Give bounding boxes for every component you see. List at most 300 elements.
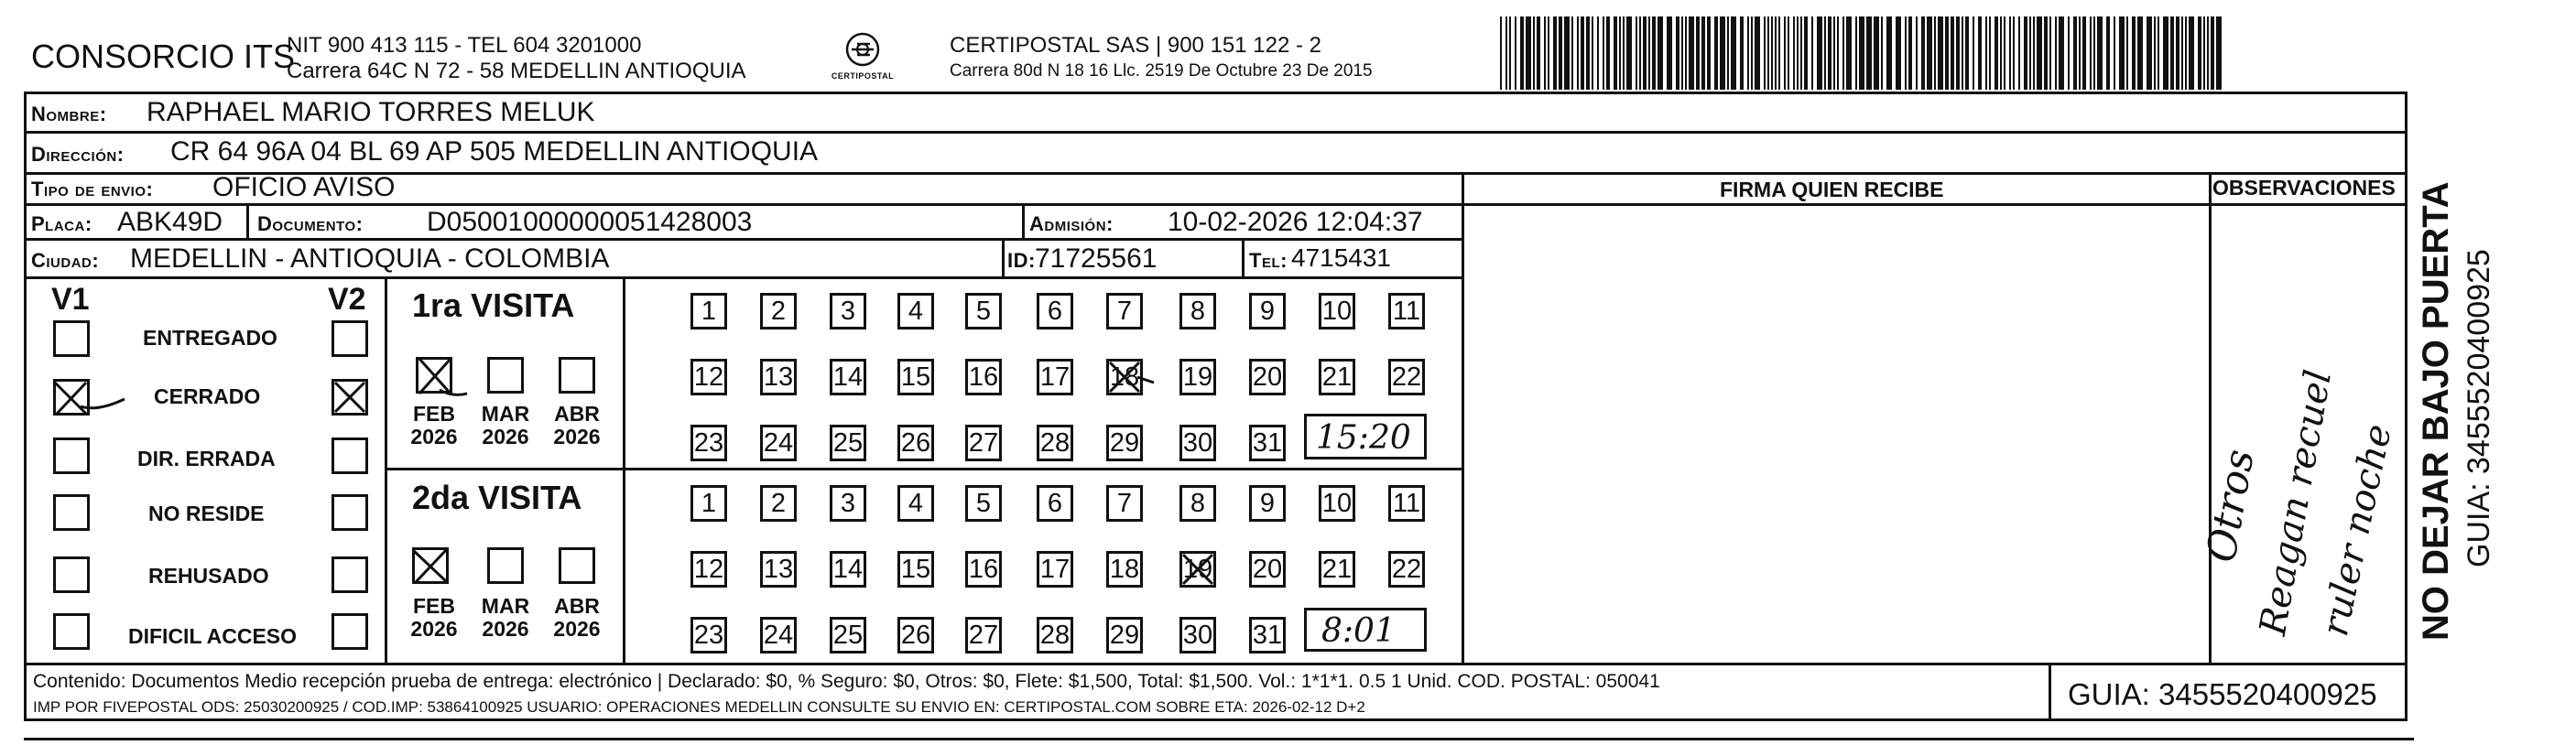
- month-year: 2026: [410, 617, 458, 642]
- day-number: 10: [1321, 488, 1353, 518]
- id-label: ID:: [1007, 249, 1036, 272]
- visit2-day-15[interactable]: [897, 551, 934, 588]
- barcode-bar: [2126, 16, 2128, 90]
- barcode-bar: [2097, 16, 2103, 90]
- visit2-day-30[interactable]: [1179, 617, 1216, 653]
- barcode-bar: [2158, 16, 2159, 90]
- barcode: [1500, 16, 2233, 90]
- day-number: 10: [1321, 296, 1353, 326]
- barcode-bar: [1751, 16, 1753, 90]
- barcode-bar: [1962, 16, 1963, 90]
- visit1-day-22[interactable]: [1388, 359, 1425, 395]
- barcode-bar: [1639, 16, 1641, 90]
- barcode-bar: [1714, 16, 1718, 90]
- observaciones-header: OBSERVACIONES: [2212, 176, 2396, 200]
- day-mark: [1106, 359, 1143, 395]
- month-year: 2026: [410, 425, 458, 449]
- day-number: 9: [1259, 296, 1276, 326]
- status-label-rehusado: REHUSADO: [148, 564, 269, 588]
- admision-label: Admisión:: [1029, 212, 1114, 235]
- visit1-month-mar-checkbox[interactable]: [487, 357, 524, 394]
- status-label-dir-errada: DIR. ERRADA: [137, 447, 276, 470]
- barcode-bar: [1571, 16, 1573, 90]
- documento-value: D05001000000051428003: [427, 207, 753, 237]
- v1-checkbox-entregado[interactable]: [53, 320, 90, 357]
- visit2-day-9[interactable]: [1249, 485, 1286, 522]
- day-number: 24: [763, 620, 794, 650]
- month-year: 2026: [553, 425, 601, 449]
- barcode-bar: [1740, 16, 1744, 90]
- barcode-bar: [1564, 16, 1570, 90]
- id-value: 71725561: [1035, 243, 1158, 274]
- barcode-bar: [1784, 16, 1786, 90]
- day-number: 7: [1116, 488, 1133, 518]
- visit1-day-8[interactable]: [1179, 293, 1216, 329]
- footer-contenido: Contenido: Documentos Medio recepción prueba de entrega: electrónico | Declarado: $0, % Seguro: $0, Otros: $0, Flete: $1,500, Total: $1,500. Vol.: 1*1*1. 0.5 1 Unid. COD. POSTAL: 050041: [33, 671, 1660, 692]
- visit2-day-6[interactable]: [1037, 485, 1073, 522]
- barcode-bar: [2154, 16, 2156, 90]
- barcode-bar: [2176, 16, 2179, 90]
- barcode-bar: [1643, 16, 1647, 90]
- barcode-bar: [1727, 16, 1729, 90]
- barcode-bar: [1652, 16, 1656, 90]
- direccion-value: CR 64 96A 04 BL 69 AP 505 MEDELLIN ANTIOQUIA: [170, 136, 819, 167]
- company-nit: NIT 900 413 115 - TEL 604 3201000: [287, 33, 642, 58]
- visit1-day-3[interactable]: [830, 293, 866, 329]
- v2-checkbox-entregado[interactable]: [332, 320, 368, 357]
- day-number: 3: [840, 488, 856, 518]
- barcode-bar: [2044, 16, 2048, 90]
- observacion-handwriting-1: Otros: [2198, 446, 2264, 567]
- barcode-bar: [2049, 16, 2051, 90]
- day-number: 31: [1252, 427, 1283, 458]
- v1-checkbox-rehusado[interactable]: [53, 556, 90, 593]
- month-year: 2026: [482, 425, 529, 449]
- barcode-bar: [1505, 16, 1507, 90]
- day-number: 26: [900, 427, 931, 458]
- barcode-bar: [1597, 16, 1599, 90]
- day-number: 19: [1182, 362, 1213, 392]
- visit2-day-2[interactable]: [760, 485, 797, 522]
- day-number: 23: [693, 620, 724, 650]
- v1-checkbox-cerrado[interactable]: [53, 379, 90, 416]
- barcode-bar: [1800, 16, 1802, 90]
- visit1-day-25[interactable]: [830, 425, 866, 461]
- visit2-month-mar-checkbox[interactable]: [487, 547, 524, 584]
- barcode-bar: [1614, 16, 1617, 90]
- day-number: 13: [763, 362, 794, 392]
- barcode-bar: [2024, 16, 2027, 90]
- barcode-bar: [1500, 16, 1502, 90]
- day-number: 8: [1190, 488, 1206, 518]
- day-number: 11: [1392, 296, 1421, 326]
- day-number: 16: [968, 554, 999, 584]
- barcode-bar: [2093, 16, 2095, 90]
- barcode-bar: [1606, 16, 1610, 90]
- barcode-bar: [1793, 16, 1795, 90]
- barcode-bar: [1811, 16, 1813, 90]
- visit2-day-14[interactable]: [830, 551, 866, 588]
- day-number: 15: [900, 362, 931, 392]
- day-number: 13: [763, 554, 794, 584]
- day-number: 28: [1039, 427, 1071, 458]
- company-name: CONSORCIO ITS: [31, 38, 296, 75]
- visit1-day-31[interactable]: [1249, 425, 1286, 461]
- visit2-month-mar: [478, 595, 533, 642]
- barcode-bar: [1908, 16, 1912, 90]
- barcode-bar: [1764, 16, 1766, 90]
- visit1-day-29[interactable]: [1106, 425, 1143, 461]
- barcode-bar: [1548, 16, 1549, 90]
- barcode-bar: [2079, 16, 2081, 90]
- barcode-bar: [1804, 16, 1808, 90]
- visit1-day-11[interactable]: [1388, 293, 1425, 329]
- visit1-day-19[interactable]: [1179, 359, 1216, 395]
- barcode-bar: [2114, 16, 2115, 90]
- barcode-bar: [1945, 16, 1949, 90]
- day-number: 7: [1116, 296, 1133, 326]
- certipostal-logo: [830, 31, 896, 88]
- barcode-bar: [1648, 16, 1650, 90]
- barcode-bar: [1886, 16, 1892, 90]
- barcode-bar: [1797, 16, 1799, 90]
- day-number: 25: [832, 427, 864, 458]
- day-number: 11: [1392, 488, 1421, 518]
- barcode-bar: [2082, 16, 2086, 90]
- day-number: 26: [900, 620, 931, 650]
- barcode-bar: [2119, 16, 2125, 90]
- visit1-day-16[interactable]: [965, 359, 1002, 395]
- barcode-bar: [1667, 16, 1672, 90]
- visit2-month-feb-checkbox[interactable]: [412, 547, 449, 584]
- barcode-bar: [1685, 16, 1687, 90]
- visit2-day-12[interactable]: [690, 551, 727, 588]
- month-name: FEB: [413, 402, 455, 426]
- barcode-bar: [1537, 16, 1540, 90]
- month-year: 2026: [553, 617, 601, 642]
- visit1-day-21[interactable]: [1319, 359, 1355, 395]
- day-number: 28: [1039, 620, 1071, 650]
- barcode-bar: [1689, 16, 1694, 90]
- visit2-day-28[interactable]: [1037, 617, 1073, 653]
- visit1-title: 1ra VISITA: [412, 286, 575, 324]
- visit1-day-13[interactable]: [760, 359, 797, 395]
- visit2-day-4[interactable]: [897, 485, 934, 522]
- barcode-bar: [1881, 16, 1883, 90]
- day-number: 29: [1109, 427, 1140, 458]
- barcode-bar: [2198, 16, 2201, 90]
- visit2-time-box[interactable]: [1304, 608, 1427, 652]
- day-number: 4: [908, 488, 924, 518]
- barcode-bar: [1731, 16, 1736, 90]
- visit1-day-20[interactable]: [1249, 359, 1286, 395]
- visit2-title: 2da VISITA: [412, 479, 582, 516]
- barcode-bar: [1905, 16, 1907, 90]
- side-guia: GUIA: 3455520400925: [2462, 249, 2496, 567]
- barcode-bar: [1866, 16, 1872, 90]
- visit2-day-19[interactable]: [1179, 551, 1216, 588]
- barcode-bar: [1842, 16, 1844, 90]
- v1-label: V1: [51, 282, 90, 317]
- barcode-bar: [1636, 16, 1637, 90]
- day-number: 5: [975, 488, 992, 518]
- day-number: 20: [1252, 554, 1283, 584]
- barcode-bar: [1846, 16, 1852, 90]
- barcode-bar: [1681, 16, 1683, 90]
- day-number: 27: [968, 427, 999, 458]
- v2-checkbox-cerrado[interactable]: [332, 379, 368, 416]
- day-number: 21: [1321, 362, 1353, 392]
- barcode-bar: [1817, 16, 1822, 90]
- visit2-day-29[interactable]: [1106, 617, 1143, 653]
- barcode-bar: [2185, 16, 2187, 90]
- barcode-bar: [1896, 16, 1901, 90]
- v1-checkbox-dir-errada[interactable]: [53, 437, 90, 474]
- visit2-day-21[interactable]: [1319, 551, 1355, 588]
- barcode-bar: [2009, 16, 2011, 90]
- month-name: FEB: [413, 594, 455, 618]
- visit2-day-25[interactable]: [830, 617, 866, 653]
- visit2-day-18[interactable]: [1106, 551, 1143, 588]
- day-number: 20: [1252, 362, 1283, 392]
- barcode-bar: [1921, 16, 1925, 90]
- day-mark: [1179, 551, 1216, 588]
- visit2-day-3[interactable]: [830, 485, 866, 522]
- barcode-bar: [1581, 16, 1584, 90]
- visit2-day-1[interactable]: [690, 485, 727, 522]
- barcode-bar: [1956, 16, 1960, 90]
- barcode-bar: [1720, 16, 1725, 90]
- barcode-bar: [1577, 16, 1579, 90]
- visit2-day-11[interactable]: [1388, 485, 1425, 522]
- day-number: 6: [1047, 488, 1063, 518]
- barcode-bar: [1553, 16, 1557, 90]
- barcode-bar: [1934, 16, 1936, 90]
- barcode-bar: [2029, 16, 2031, 90]
- day-number: 5: [975, 296, 992, 326]
- day-number: 1: [701, 296, 717, 326]
- barcode-bar: [1978, 16, 1982, 90]
- barcode-bar: [1916, 16, 1918, 90]
- v2-label: V2: [328, 282, 366, 317]
- day-number: 8: [1190, 296, 1206, 326]
- visit2-day-27[interactable]: [965, 617, 1002, 653]
- month-name: MAR: [481, 402, 530, 426]
- barcode-bar: [2000, 16, 2002, 90]
- barcode-bar: [2216, 16, 2222, 90]
- day-number: 16: [968, 362, 999, 392]
- visit1-day-17[interactable]: [1037, 359, 1073, 395]
- visit1-day-24[interactable]: [760, 425, 797, 461]
- visit1-day-12[interactable]: [690, 359, 727, 395]
- visit2-day-20[interactable]: [1249, 551, 1286, 588]
- barcode-bar: [1619, 16, 1621, 90]
- barcode-bar: [1989, 16, 1991, 90]
- barcode-bar: [1696, 16, 1700, 90]
- barcode-bar: [1626, 16, 1632, 90]
- day-number: 6: [1047, 296, 1063, 326]
- firma-header: FIRMA QUIEN RECIBE: [1720, 178, 1944, 201]
- v2-checkbox-no-reside[interactable]: [332, 494, 368, 531]
- month-name: ABR: [554, 402, 600, 426]
- day-number: 4: [908, 296, 924, 326]
- barcode-bar: [1526, 16, 1531, 90]
- barcode-bar: [1938, 16, 1943, 90]
- footer-imp: IMP POR FIVEPOSTAL ODS: 25030200925 / COD.IMP: 53864100925 USUARIO: OPERACIONES MEDELLIN CONSULTE SU ENVIO EN: CERTIPOSTAL.COM SOBRE ETA: 2026-02-12 D+2: [33, 698, 1365, 716]
- barcode-bar: [1623, 16, 1625, 90]
- day-number: 30: [1182, 427, 1213, 458]
- barcode-bar: [1707, 16, 1711, 90]
- v2-checkbox-dificil-acceso[interactable]: [332, 613, 368, 650]
- observacion-handwriting-2: Reagan recuel: [2252, 366, 2341, 639]
- logo-text: CERTIPOSTAL: [831, 71, 895, 81]
- visit1-day-27[interactable]: [965, 425, 1002, 461]
- admision-value: 10-02-2026 12:04:37: [1168, 207, 1423, 237]
- visit2-day-16[interactable]: [965, 551, 1002, 588]
- day-number: 23: [693, 427, 724, 458]
- day-number: 31: [1252, 620, 1283, 650]
- barcode-bar: [1973, 16, 1974, 90]
- barcode-bar: [1533, 16, 1535, 90]
- barcode-bar: [1859, 16, 1864, 90]
- status-label-entregado: ENTREGADO: [143, 326, 277, 350]
- visit1-day-26[interactable]: [897, 425, 934, 461]
- visit1-day-28[interactable]: [1037, 425, 1073, 461]
- v1-checkbox-no-reside[interactable]: [53, 494, 90, 531]
- barcode-bar: [1520, 16, 1524, 90]
- day-number: 14: [832, 554, 864, 584]
- barcode-bar: [2106, 16, 2110, 90]
- visit2-day-22[interactable]: [1388, 551, 1425, 588]
- day-number: 2: [770, 296, 787, 326]
- visit1-day-4[interactable]: [897, 293, 934, 329]
- barcode-bar: [2013, 16, 2015, 90]
- nombre-label: Nombre:: [31, 103, 107, 125]
- day-number: 18: [1109, 362, 1140, 392]
- observacion-handwriting-3: ruler noche: [2314, 420, 2400, 640]
- visit2-month-abr-checkbox[interactable]: [559, 547, 595, 584]
- visit2-day-17[interactable]: [1037, 551, 1073, 588]
- day-number: 18: [1109, 554, 1140, 584]
- status-label-no-reside: NO RESIDE: [148, 502, 265, 525]
- visit1-day-23[interactable]: [690, 425, 727, 461]
- barcode-bar: [1828, 16, 1831, 90]
- day-number: 22: [1391, 362, 1422, 392]
- visit1-day-15[interactable]: [897, 359, 934, 395]
- barcode-bar: [1544, 16, 1546, 90]
- visit1-day-14[interactable]: [830, 359, 866, 395]
- day-number: 22: [1391, 554, 1422, 584]
- day-number: 9: [1259, 488, 1276, 518]
- visit1-month-feb-checkbox[interactable]: [416, 357, 452, 394]
- day-number: 12: [693, 362, 724, 392]
- barcode-bar: [1874, 16, 1879, 90]
- barcode-bar: [1767, 16, 1769, 90]
- visit2-day-8[interactable]: [1179, 485, 1216, 522]
- v1-checkbox-dificil-acceso[interactable]: [53, 613, 90, 650]
- barcode-bar: [1771, 16, 1773, 90]
- visit2-day-23[interactable]: [690, 617, 727, 653]
- visit1-time-box[interactable]: [1304, 414, 1427, 459]
- tel-value: 4715431: [1291, 243, 1392, 272]
- day-number: 17: [1039, 554, 1071, 584]
- visit2-day-31[interactable]: [1249, 617, 1286, 653]
- documento-label: Documento:: [257, 212, 364, 235]
- barcode-bar: [1951, 16, 1954, 90]
- visit2-day-13[interactable]: [760, 551, 797, 588]
- barcode-bar: [2170, 16, 2174, 90]
- barcode-bar: [1788, 16, 1789, 90]
- day-number: 12: [693, 554, 724, 584]
- visit2-day-10[interactable]: [1319, 485, 1355, 522]
- barcode-bar: [1603, 16, 1604, 90]
- barcode-bar: [1676, 16, 1679, 90]
- barcode-bar: [1778, 16, 1780, 90]
- barcode-bar: [1837, 16, 1839, 90]
- nombre-value: RAPHAEL MARIO TORRES MELUK: [147, 97, 595, 127]
- visit1-day-10[interactable]: [1319, 293, 1355, 329]
- barcode-bar: [2004, 16, 2005, 90]
- visit1-day-1[interactable]: [690, 293, 727, 329]
- day-number: 30: [1182, 620, 1213, 650]
- visit2-time: 8:01: [1321, 612, 1396, 650]
- barcode-bar: [1701, 16, 1705, 90]
- visit1-day-18[interactable]: [1106, 359, 1143, 395]
- visit2-day-26[interactable]: [897, 617, 934, 653]
- visit1-day-7[interactable]: [1106, 293, 1143, 329]
- visit1-month-abr-checkbox[interactable]: [559, 357, 595, 394]
- month-name: MAR: [481, 594, 530, 618]
- v2-checkbox-dir-errada[interactable]: [332, 437, 368, 474]
- day-number: 19: [1182, 554, 1213, 584]
- day-number: 2: [770, 488, 787, 518]
- visit2-day-5[interactable]: [965, 485, 1002, 522]
- barcode-bar: [2147, 16, 2152, 90]
- barcode-bar: [1985, 16, 1987, 90]
- barcode-bar: [2132, 16, 2136, 90]
- barcode-bar: [1509, 16, 1511, 90]
- barcode-bar: [1833, 16, 1835, 90]
- tipo-envio-label: Tipo de envio:: [31, 178, 154, 200]
- visit2-day-24[interactable]: [760, 617, 797, 653]
- carrier-address: Carrera 80d N 18 16 Llc. 2519 De Octubre 23 De 2015: [950, 61, 1373, 81]
- barcode-bar: [1855, 16, 1857, 90]
- barcode-bar: [1824, 16, 1826, 90]
- barcode-bar: [1747, 16, 1749, 90]
- barcode-bar: [2033, 16, 2035, 90]
- barcode-bar: [2037, 16, 2042, 90]
- ciudad-label: Ciudad:: [31, 249, 100, 272]
- barcode-bar: [2018, 16, 2020, 90]
- tipo-envio-value: OFICIO AVISO: [212, 172, 396, 202]
- visit2-day-7[interactable]: [1106, 485, 1143, 522]
- day-number: 25: [832, 620, 864, 650]
- visit1-day-5[interactable]: [965, 293, 1002, 329]
- company-address: Carrera 64C N 72 - 58 MEDELLIN ANTIOQUIA: [287, 59, 746, 83]
- visit1-day-9[interactable]: [1249, 293, 1286, 329]
- barcode-bar: [2059, 16, 2064, 90]
- visit2-month-feb: [407, 595, 462, 642]
- month-name: ABR: [554, 594, 600, 618]
- footer-guia: GUIA: 3455520400925: [2068, 677, 2377, 711]
- barcode-bar: [1586, 16, 1590, 90]
- visit1-day-2[interactable]: [760, 293, 797, 329]
- visit1-day-6[interactable]: [1037, 293, 1073, 329]
- v2-checkbox-rehusado[interactable]: [332, 556, 368, 593]
- visit1-day-30[interactable]: [1179, 425, 1216, 461]
- barcode-bar: [2055, 16, 2057, 90]
- barcode-bar: [2211, 16, 2214, 90]
